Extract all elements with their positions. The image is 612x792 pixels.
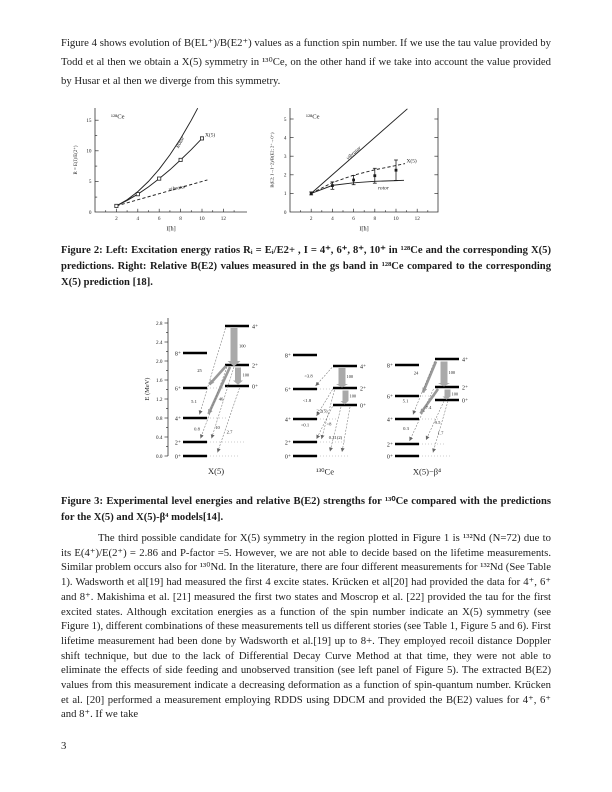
spin-label: 0⁺ xyxy=(360,403,367,410)
x-axis-label: I[ħ] xyxy=(359,225,369,233)
excited-band-labels xyxy=(360,364,366,410)
spin-label: 0⁺ xyxy=(284,454,291,461)
spin-label: 0⁺ xyxy=(462,398,469,405)
spin-label: 4⁺ xyxy=(386,417,393,424)
transition-strength: <0.1 xyxy=(300,422,310,428)
transition-strength: 0.21(2) xyxy=(328,435,343,440)
spin-label: 4⁺ xyxy=(360,364,367,371)
x5-curve xyxy=(311,164,405,194)
level-panel-x5-beta4 xyxy=(387,357,468,477)
vibrator-curve-label: vibrator xyxy=(345,145,363,162)
x5-curve-label: X(5) xyxy=(205,132,216,139)
tick-label: 10 xyxy=(199,216,205,222)
spin-label: 2⁺ xyxy=(252,363,259,370)
energy-axis-ticks xyxy=(165,323,169,456)
figure3-caption: Figure 3: Experimental level energies and relative B(E2) strengths for ¹³⁰Ce compared with the predictions for the X(5) and X(5)-β⁴ models[14]. xyxy=(61,496,551,523)
page-number: 3 xyxy=(61,740,67,753)
inband-transitions xyxy=(228,328,244,385)
spin-label: 2⁺ xyxy=(174,440,181,447)
figure3 xyxy=(140,304,551,489)
left-plot-y-tick-labels xyxy=(86,118,92,216)
spin-label: 8⁺ xyxy=(284,353,291,360)
level-panel-x5 xyxy=(175,324,258,477)
tick-label: 3 xyxy=(283,154,287,160)
tick-label: 2.8 xyxy=(156,320,163,327)
x5-curve-label: X(5) xyxy=(406,158,417,165)
spin-label: 8⁺ xyxy=(386,363,393,370)
fig2-right-plot xyxy=(264,102,449,238)
transition-strength: <3.8 xyxy=(304,373,313,379)
transition-strength: 0.8 xyxy=(194,426,200,432)
rotor-curve xyxy=(311,180,404,193)
tick-label: 4 xyxy=(136,216,140,222)
transition-strength: 100 xyxy=(242,372,250,378)
transition-strength: 7.4 xyxy=(425,405,432,410)
tick-label: 15 xyxy=(86,118,92,124)
interband-strengths xyxy=(403,371,444,436)
tick-label: 0.0 xyxy=(156,453,163,460)
ground-band-labels xyxy=(387,363,393,461)
data-point-squares xyxy=(115,137,204,208)
energy-axis-tick-labels xyxy=(156,321,163,460)
ground-band-labels xyxy=(175,351,181,461)
fig3-level-scheme xyxy=(140,304,492,484)
transition-strength: 0.3 xyxy=(403,426,409,431)
transition-strength: <1.8 xyxy=(302,398,312,403)
figure2-caption: Figure 2: Left: Excitation energy ratios Rᵢ = Eᵢ/E2+ , I = 4⁺, 6⁺, 8⁺, 10⁺ in ¹²⁸Ce and the corresponding X(5) predictions. Right: Relative B(E2) values measured in the gs band in ¹²⁸Ce compared to the corresponding X(5) prediction [18]. xyxy=(61,245,551,288)
spin-label: 6⁺ xyxy=(174,386,181,393)
tick-label: 0.4 xyxy=(156,434,163,441)
spin-label: 8⁺ xyxy=(174,351,181,358)
spin-label: 0⁺ xyxy=(174,454,181,461)
spin-label: 6⁺ xyxy=(386,394,393,401)
y-axis-label: B(E2; I→I−2)/B(E2; 2⁺→0⁺) xyxy=(269,132,275,188)
transition-strength: 10 xyxy=(215,425,220,430)
panel-title: X(5)−β⁴ xyxy=(412,466,442,477)
spin-label: 0⁺ xyxy=(252,384,259,391)
nucleus-label: ¹²⁸Ce xyxy=(111,113,125,121)
transition-strength: 100 xyxy=(451,391,459,397)
spin-label: 4⁺ xyxy=(174,416,181,423)
spin-label: 4⁺ xyxy=(462,357,469,364)
tick-label: 6 xyxy=(157,216,161,222)
ground-band-levels xyxy=(293,355,317,456)
spin-label: 2⁺ xyxy=(386,442,393,449)
panel-title: ¹³⁰Ce xyxy=(316,466,334,477)
tick-label: 10 xyxy=(393,216,399,222)
tick-label: 2.0 xyxy=(156,358,163,365)
tick-label: 2 xyxy=(283,172,287,179)
tick-label: 1.6 xyxy=(156,377,163,384)
spin-label: 4⁺ xyxy=(252,324,259,331)
interband-strengths xyxy=(301,374,343,441)
tick-label: 0 xyxy=(88,209,92,216)
tick-label: 8 xyxy=(179,216,182,222)
body-paragraph: The third possible candidate for X(5) symmetry in the region plotted in Figure 1 is ¹³²Nd (N=72) due to its E(4⁺)/E(2⁺) = 2.86 and P-factor =5. However, we are not able to decide based on the lifetime measurements. Similar problem occurs also for ¹³⁰Nd. In the literature, there are four different measurements for ¹³²Nd (See Table 1). Wadsworth et al[19] had measured the first 4 excite states. Krücken et al[20] had provided the data for 4⁺, 6⁺ and 8⁺. Makishima et al. [21] measured the first two states and Moscrop et al. [22] provided the tau for the first excited states. Although excitation energies as a function of the spin number indicate an X(5) symmetry (see Figure 1), different combinations of these measurements tell us different stories (see Table 1, Figure 5 and 6). First lifetime measurement had been done by Wadsworth et al.[19] up to 8+. They employed recoil distance Doppler shift technique, but due to the lack of Differential Decay Curve Method at that time, they were not able to eliminate the effects of side feeding and unobserved transition (see left panel of Figure 5). The extracted B(E2) values from this measurement indicate a decreasing deformation as a function of spin-quantum number. Krücken et al. [20] performed a measurement employing RDDS using DDCM and provided the B(E2) values for 4⁺, 6⁺ and 8⁺. If we take xyxy=(61,532,551,721)
left-plot-x-ticks xyxy=(106,209,234,212)
vibrator-curve xyxy=(116,180,207,206)
left-plot-axes xyxy=(95,108,247,212)
tick-label: 0 xyxy=(283,209,287,216)
transition-strength: 9.5 xyxy=(434,420,441,425)
y-axis-label: R = E(I)/E(2⁺) xyxy=(74,145,79,175)
tick-label: 2 xyxy=(115,216,118,222)
transition-strength: 2.7 xyxy=(226,429,233,435)
transition-strength: 46 xyxy=(218,396,224,402)
right-plot-x-tick-labels xyxy=(310,216,420,222)
tick-label: 12 xyxy=(220,216,226,222)
tick-label: 5 xyxy=(283,116,287,123)
transition-strength: 100 xyxy=(349,393,357,399)
energy-axis-label: E (MeV) xyxy=(144,377,151,401)
tick-label: 2 xyxy=(309,216,313,222)
spin-label: 2⁺ xyxy=(360,386,367,393)
inband-transitions xyxy=(438,362,451,400)
transition-strength: 100 xyxy=(448,370,456,375)
transition-strength: 5.1 xyxy=(191,399,197,404)
right-plot-y-tick-labels xyxy=(284,117,287,216)
transition-strength: 25 xyxy=(197,368,202,373)
rotor-curve xyxy=(116,108,197,206)
x5-curve xyxy=(116,138,202,206)
fig2-left-plot xyxy=(65,102,260,238)
spin-label: 0⁺ xyxy=(386,454,393,461)
tick-label: 2.4 xyxy=(156,339,163,346)
right-plot-x-ticks xyxy=(301,209,428,212)
nucleus-label: ¹²⁸Ce xyxy=(306,113,320,121)
excited-band-labels xyxy=(252,324,258,391)
excited-band-labels xyxy=(462,357,468,405)
level-panel-130ce xyxy=(285,353,366,477)
transition-strength: <8 xyxy=(326,421,332,427)
transition-strength: 100 xyxy=(239,343,246,349)
transition-strength: 24 xyxy=(413,370,419,376)
interband-strengths xyxy=(191,368,233,435)
panel-title: X(5) xyxy=(207,466,225,476)
level-guides xyxy=(207,388,244,456)
figure2 xyxy=(65,102,551,238)
left-plot-x-tick-labels xyxy=(115,216,226,222)
transition-strength: 5.1 xyxy=(402,398,409,404)
tick-label: 6 xyxy=(352,216,355,222)
ground-band-labels xyxy=(285,353,291,461)
spin-label: 6⁺ xyxy=(284,387,291,394)
intro-paragraph: Figure 4 shows evolution of B(EL⁺)/B(E2⁺) values as a function spin number. If we use the tau value provided by Todd et al then we obtain a X(5) symmetry in ¹³⁰Ce, on the other hand if we take into account the value provided by Husar et al then we diverge from this symmetry. xyxy=(61,37,551,87)
ground-band-levels xyxy=(183,353,207,456)
tick-label: 0.8 xyxy=(156,415,163,422)
vibrator-curve-label: vibrator xyxy=(168,183,187,193)
ground-band-levels xyxy=(395,365,419,456)
tick-label: 1.2 xyxy=(156,396,163,403)
transition-strength: 1.7 xyxy=(437,430,444,436)
transition-strength: 100 xyxy=(346,374,354,379)
tick-label: 8 xyxy=(373,216,377,222)
left-plot-y-ticks xyxy=(95,120,99,197)
transition-strength: 2.2(5) xyxy=(316,408,328,414)
tick-label: 5 xyxy=(88,179,92,186)
spin-label: 2⁺ xyxy=(284,440,291,447)
tick-label: 12 xyxy=(414,216,420,222)
tick-label: 4 xyxy=(331,216,334,222)
tick-label: 4 xyxy=(283,135,287,142)
rotor-curve-label: rotor xyxy=(378,185,389,192)
spin-label: 4⁺ xyxy=(284,417,291,424)
tick-label: 10 xyxy=(86,148,92,155)
rotor-curve-label: Rotor xyxy=(175,135,187,150)
tick-label: 1 xyxy=(283,191,287,198)
x-axis-label: I[ħ] xyxy=(166,225,176,233)
spin-label: 2⁺ xyxy=(462,385,469,392)
